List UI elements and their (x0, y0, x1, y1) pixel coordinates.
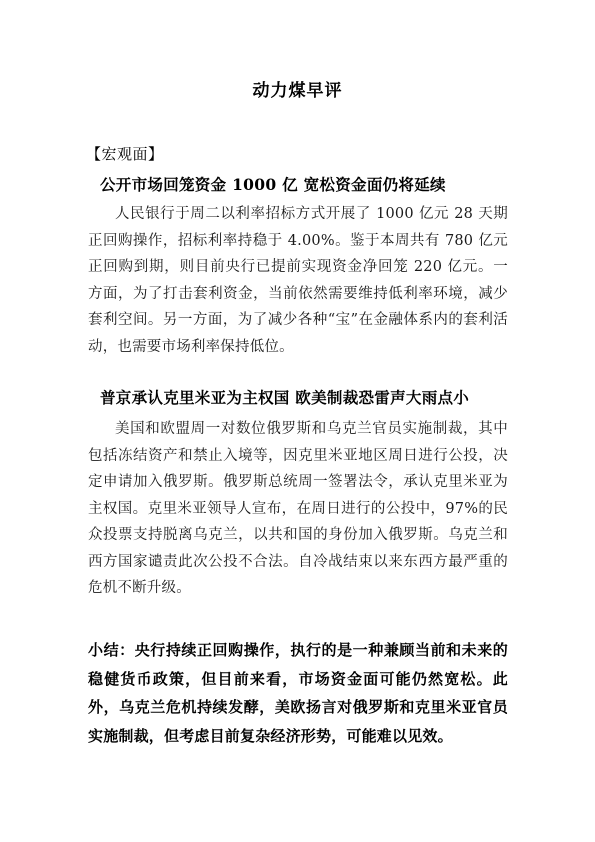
page-title: 动力煤早评 (252, 81, 343, 101)
article-heading-2: 普京承认克里米亚为主权国 欧美制裁恐雷声大雨点小 (100, 388, 470, 407)
summary-paragraph: 小结：央行持续正回购操作，执行的是一种兼顾当前和未来的稳健货币政策，但目前来看，市场资金面可能仍然宽松。此外，乌克兰危机持续发酵，美欧扬言对俄罗斯和克里米亚官员实施制裁，但考虑目前复杂经济形势，可能难以见效。 (88, 641, 508, 745)
section-label: 【宏观面】 (86, 145, 164, 163)
article-body-1: 人民银行于周二以利率招标方式开展了 1000 亿元 28 天期正回购操作，招标利率持稳于 4.00%。鉴于本周共有 780 亿元正回购到期，则目前央行已提前实现资金净回笼 220 亿元。一方面，为了打击套利资金，当前依然需要维持低利率环境，减少套利空间。另一方面，为了减少各种“宝”在金融体系内的套利活动，也需要市场利率保持低位。 (88, 206, 508, 355)
article-body-2: 美国和欧盟周一对数位俄罗斯和乌克兰官员实施制裁，其中包括冻结资产和禁止入境等，因克里米亚地区周日进行公投，决定申请加入俄罗斯。俄罗斯总统周一签署法令，承认克里米亚为主权国。克里米亚领导人宣布，在周日进行的公投中，97%的民众投票支持脱离乌克兰，以共和国的身份加入俄罗斯。乌克兰和西方国家谴责此次公投不合法。自冷战结束以来东西方最严重的危机不断升级。 (88, 421, 508, 596)
article-heading-1: 公开市场回笼资金 1000 亿 宽松资金面仍将延续 (100, 175, 446, 194)
